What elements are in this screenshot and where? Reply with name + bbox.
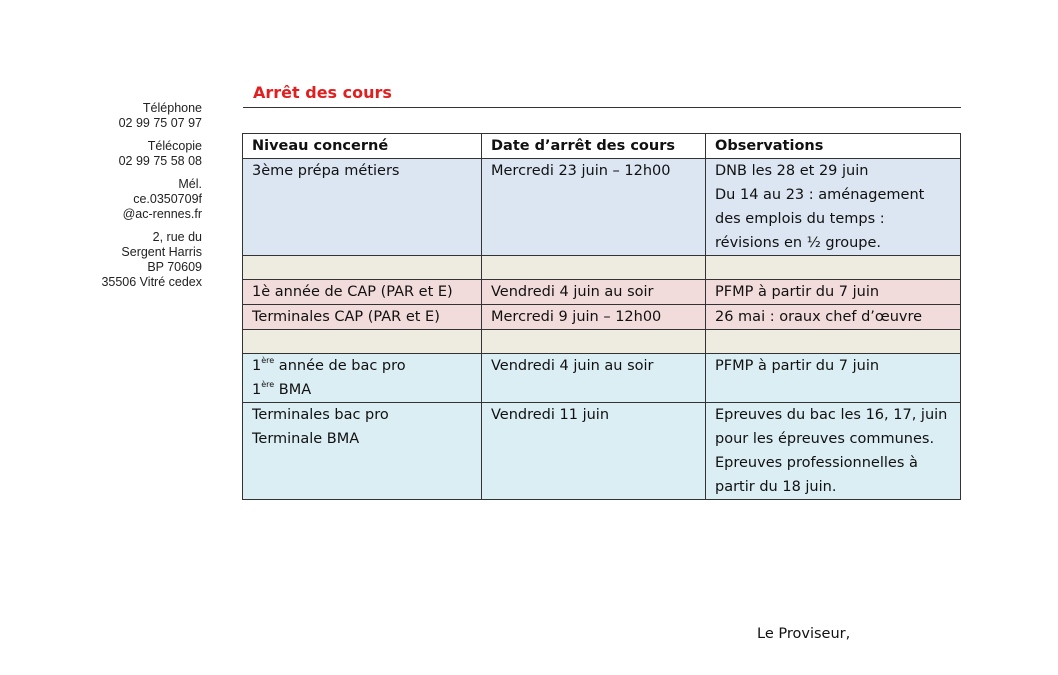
- address-block: [40, 230, 202, 290]
- date-cell: Vendredi 4 juin au soir: [482, 354, 706, 403]
- level-cell: [243, 354, 482, 403]
- date-cell: Mercredi 9 juin – 12h00: [482, 305, 706, 330]
- fax-label: Télécopie: [147, 139, 202, 153]
- spacer-cell: [482, 330, 706, 354]
- table-row: [243, 354, 961, 403]
- observations-cell: PFMP à partir du 7 juin: [706, 280, 961, 305]
- level-line: Terminales bac pro: [252, 407, 389, 423]
- date-cell: Mercredi 23 juin – 12h00: [482, 159, 706, 256]
- level-text: année de bac pro: [274, 358, 406, 374]
- spacer-row: [243, 256, 961, 280]
- observation-text: Du 14 au 23 : aménagement des emplois du temps : révisions en ½ groupe.: [715, 187, 925, 251]
- spacer-cell: [706, 330, 961, 354]
- date-cell: Vendredi 11 juin: [482, 403, 706, 500]
- level-line: [252, 378, 472, 402]
- table-row: [243, 280, 961, 305]
- level-number: 1: [252, 358, 262, 374]
- table-header-row: [243, 134, 961, 159]
- address-line-4: 35506 Vitré cedex: [101, 275, 202, 289]
- level-cell: 3ème prépa métiers: [243, 159, 482, 256]
- table-row: [243, 305, 961, 330]
- level-number: 1: [252, 382, 262, 398]
- ordinal-suffix: ère: [261, 356, 275, 365]
- address-line-1: 2, rue du: [152, 230, 202, 244]
- address-line-2: Sergent Harris: [121, 245, 202, 259]
- level-cell: 1è année de CAP (PAR et E): [243, 280, 482, 305]
- section-title: Arrêt des cours: [253, 83, 392, 102]
- header-date: Date d’arrêt des cours: [482, 134, 706, 159]
- contact-sidebar: [40, 101, 202, 298]
- fax-number: 02 99 75 58 08: [118, 154, 202, 168]
- date-cell: Vendredi 4 juin au soir: [482, 280, 706, 305]
- phone-label: Téléphone: [142, 101, 202, 115]
- schedule-table: [242, 133, 961, 500]
- spacer-cell: [706, 256, 961, 280]
- email-line-2: @ac-rennes.fr: [122, 207, 202, 221]
- spacer-cell: [482, 256, 706, 280]
- observations-cell: 26 mai : oraux chef d’œuvre: [706, 305, 961, 330]
- email-block: [40, 177, 202, 222]
- phone-number: 02 99 75 07 97: [118, 116, 202, 130]
- address-line-3: BP 70609: [147, 260, 202, 274]
- level-cell: [243, 403, 482, 500]
- level-cell: Terminales CAP (PAR et E): [243, 305, 482, 330]
- phone-block: [40, 101, 202, 131]
- spacer-cell: [243, 330, 482, 354]
- observation-text: Epreuves professionnelles à partir du 18 juin.: [715, 455, 918, 495]
- observations-cell: [706, 159, 961, 256]
- ordinal-suffix: ère: [261, 380, 275, 389]
- title-divider: [243, 107, 961, 108]
- email-line-1: ce.0350709f: [133, 192, 202, 206]
- level-text: BMA: [274, 382, 312, 398]
- header-level: Niveau concerné: [243, 134, 482, 159]
- table-row: [243, 403, 961, 500]
- observation-text: Epreuves du bac les 16, 17, juin pour les épreuves communes.: [715, 407, 948, 447]
- observations-cell: [706, 403, 961, 500]
- fax-block: [40, 139, 202, 169]
- observation-text: DNB les 28 et 29 juin: [715, 163, 869, 179]
- header-observations: Observations: [706, 134, 961, 159]
- email-label: Mél.: [178, 177, 202, 191]
- table-row: [243, 159, 961, 256]
- observations-cell: PFMP à partir du 7 juin: [706, 354, 961, 403]
- spacer-row: [243, 330, 961, 354]
- spacer-cell: [243, 256, 482, 280]
- level-line: [252, 354, 472, 378]
- signature: Le Proviseur,: [757, 626, 851, 642]
- level-line: Terminale BMA: [252, 431, 360, 447]
